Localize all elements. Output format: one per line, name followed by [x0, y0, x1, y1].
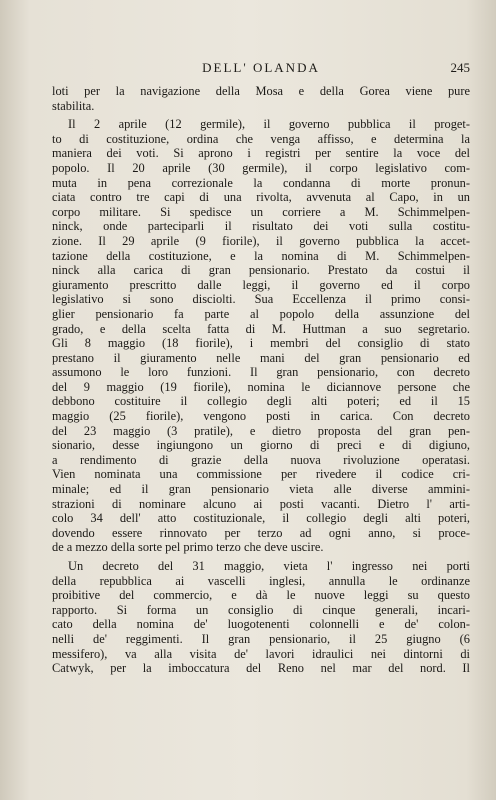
- text-line: maniera dei voti. Si aprono i registri per sentire la voce del: [52, 146, 470, 161]
- text-line: ninck, onde parteciparli il risultato dei voti sulla costitu-: [52, 219, 470, 234]
- text-line: rapporto. Si forma un consiglio di cinque generali, incari-: [52, 602, 470, 617]
- text-line: to di costituzione, ordina che venga affisso, e determina la: [52, 131, 470, 146]
- text-line: messifero), va alla visita de' lavori idraulici nei dintorni di: [52, 646, 470, 661]
- text-line: del 9 maggio (19 fiorile), nomina le diciannove persone che: [52, 379, 470, 394]
- paragraph-continuation: [52, 84, 470, 113]
- text-line: legislativo si sono disciolti. Sua Eccellenza il primo consi-: [52, 292, 470, 307]
- text-line: glier pensionario fa parte al popolo della assunzione del: [52, 306, 470, 321]
- text-line: muta in pena correzionale la condanna di morte pronun-: [52, 175, 470, 190]
- text-line: proibitive del commercio, e dà le nuove leggi su questo: [52, 588, 470, 603]
- text-line: de a mezzo della sorte pel primo terzo che deve uscire.: [52, 540, 324, 555]
- text-line: prestano il giuramento nelle mani del gran pensionario ed: [52, 350, 470, 365]
- text-line: colo 34 dell' atto costituzionale, il collegio degli alti poteri,: [52, 511, 470, 526]
- text-line: dovendo essere rinnovato per terzo ad ogni anno, si proce-: [52, 525, 470, 540]
- text-line: nelli de' reggimenti. Il gran pensionario, il 25 giugno (6: [52, 631, 470, 646]
- text-line: tazione della costituzione, e la nomina di M. Schimmelpen-: [52, 248, 470, 263]
- text-line: della repubblica ai vascelli inglesi, annulla le ordinanze: [52, 573, 470, 588]
- text-line: zione. Il 29 aprile (9 fiorile), il governo pubblica la accet-: [52, 233, 470, 248]
- text-line: Gli 8 maggio (18 fiorile), i membri del consiglio di stato: [52, 336, 470, 351]
- text-line: corpo militare. Si spedisce un corriere a M. Schimmelpen-: [52, 204, 470, 219]
- running-title: DELL' OLANDA: [202, 60, 320, 75]
- text-line: minale; ed il gran pensionario vieta alle diverse ammini-: [52, 482, 470, 497]
- text-line: stabilita.: [52, 98, 95, 113]
- text-line: debbono costituire il collegio degli alti poteri; ed il 15: [52, 394, 470, 409]
- text-line: ninck alla carica di gran pensionario. Prestato da costui il: [52, 263, 470, 278]
- text-line: maggio (25 fiorile), vengono posti in carica. Con decreto: [52, 409, 470, 424]
- text-line: ciata contro tre capi di una rivolta, avvenuta al Capo, in un: [52, 190, 470, 205]
- text-line: assumono le loro funzioni. Il gran pensionario, con decreto: [52, 365, 470, 380]
- text-line: popolo. Il 20 aprile (30 germile), il corpo legislativo com-: [52, 160, 470, 175]
- page-header: [52, 60, 470, 80]
- text-line: cato della nomina de' luogotenenti colonnelli e de' colon-: [52, 617, 470, 632]
- text-line: strazioni di nominare alcuno ai posti vacanti. Dietro l' arti-: [52, 496, 470, 511]
- paragraph-april-may: [52, 117, 470, 555]
- text-line: Catwyk, per la imboccatura del Reno nel mar del nord. Il: [52, 661, 470, 676]
- paragraph-may-june: [52, 559, 470, 676]
- page-number: 245: [450, 60, 470, 75]
- text-line: Il 2 aprile (12 germile), il governo pubblica il proget-: [68, 117, 470, 132]
- text-line: Vien nominata una commissione per rivedere il codice cri-: [52, 467, 470, 482]
- text-line: loti per la navigazione della Mosa e della Gorea viene pure: [52, 84, 470, 98]
- body-text: [52, 84, 470, 676]
- text-line: giuramento prescritto dalle leggi, il governo ed il corpo: [52, 277, 470, 292]
- text-line: sionario, desse ingiungono un giorno di preci e di digiuno,: [52, 438, 470, 453]
- text-line: del 23 maggio (3 pratile), e dietro proposta del gran pen-: [52, 423, 470, 438]
- text-line: a rendimento di grazie della nuova rivoluzione operatasi.: [52, 452, 470, 467]
- text-line: grado, e della scelta fatta di M. Huttman a suo segretario.: [52, 321, 470, 336]
- text-line: Un decreto del 31 maggio, vieta l' ingresso nei porti: [68, 559, 470, 573]
